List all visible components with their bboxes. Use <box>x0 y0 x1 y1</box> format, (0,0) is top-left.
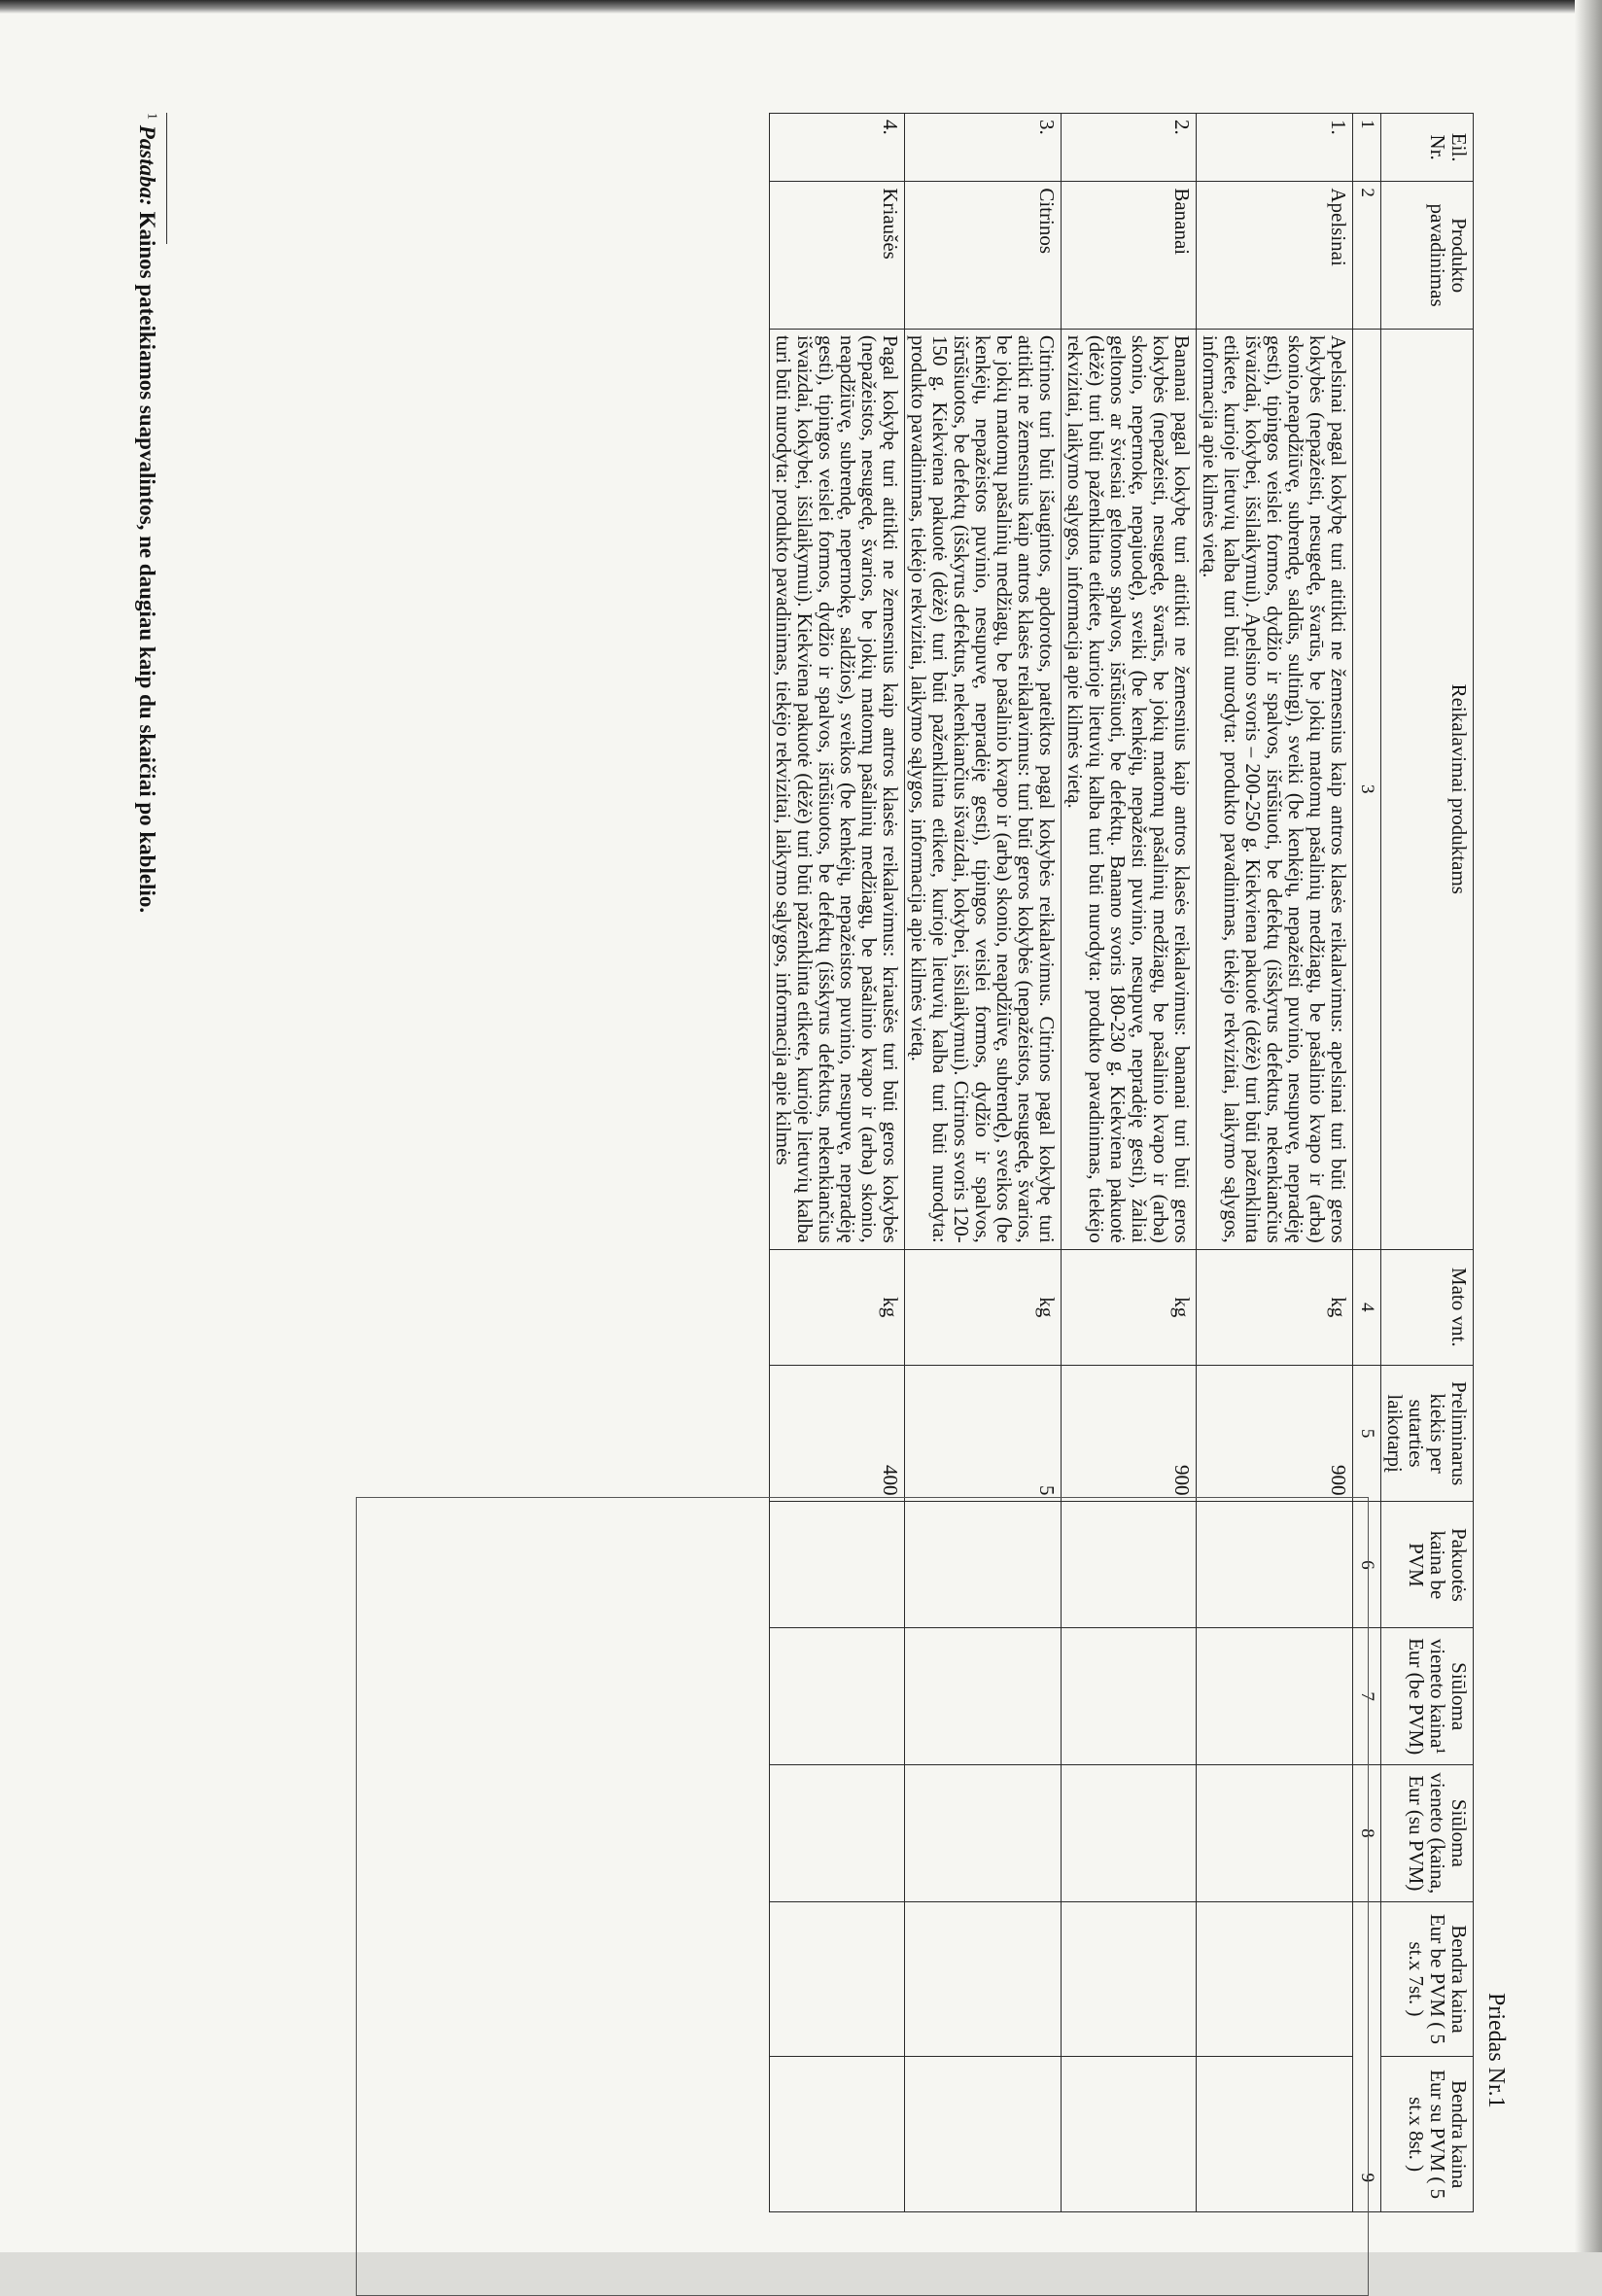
row-requirements: Pagal kokybę turi atitikti ne žemesnius kaip antros klasės reikalavimus: kriaušės turi būti geros kokybės (nepažeistos, nesugedę, švarios, be jokių matomų pašalinių medžiagų, be pašalinio kvapo ir (arba) skonio, neapdžiūvę, subrendę, nepernokę, saldžios), sveikos (be kenkėjų, nepažeistos puvinio, nesupuvę, nepradėję gesti), tipingos veislei formos, dydžio ir spalvos, išrūšiuotos, be defektų (išskyrus defektus, nekenkiančius išvaizdai, kokybei, išsilaikymui). Kiekviena pakuotė (dėžė) turi būti paženklinta etikete, kurioje lietuvių kalba turi būti nurodyta: produkto pavadinimas, tiekėjo rekvizitai, laikymo sąlygos, informacija apie kilmės <box>770 329 905 1249</box>
row-unit: kg <box>1062 1249 1197 1365</box>
inner-frame <box>356 1497 1369 2296</box>
row-quantity: 900 <box>1062 1365 1197 1502</box>
header-product: Produkto pavadinimas <box>1381 182 1474 330</box>
colnum-6: 6 <box>1353 1502 1381 1628</box>
row-nr: 2. <box>1062 114 1197 182</box>
row-requirements: Citrinos turi būti išaugintos, apdorotos, pateiktos pagal kokybės reikalavimus. Citrinos pagal kokybę turi atitikti ne žemesnius kaip antros klasės reikalavimus: turi būti geros kokybės (nepažeistos, nesugedę, švarios, be jokių matomų pašalinių medžiagų, be pašalinio kvapo ir (arba) skonio, neapdžiūvę, subrendę), sveikos (be kenkėjų, nepažeistos puvinio, nesupuvę, nepradėję gesti), tipingos veislei formos, dydžio ir spalvos, išrūšiuotos, be defektų (išskyrus defektus, nekenkiančius išvaizdai, kokybei, išsilaikymui). Citrinos svoris 120-150 g. Kiekviena pakuotė (dėžė) turi būti paženklinta etikete, kurioje lietuvių kalba turi būti nurodyta: produkto pavadinimas, tiekėjo rekvizitai, laikymo sąlygos, informacija apie kilmės vietą. <box>905 329 1062 1249</box>
header-pack-price: Pakuotės kaina be PVM <box>1381 1502 1474 1628</box>
footnote-separator <box>166 113 167 244</box>
row-product: Apelsinai <box>1197 182 1353 330</box>
header-unit-price-no-vat: Siūloma vieneto kaina¹ Eur (be PVM) <box>1381 1628 1474 1765</box>
header-total-no-vat: Bendra kaina Eur be PVM ( 5 st.x 7st. ) <box>1381 1901 1474 2057</box>
row-quantity: 5 <box>905 1365 1062 1502</box>
row-requirements: Bananai pagal kokybę turi atitikti ne žemesnius kaip antros klasės reikalavimus: bananai turi būti geros kokybės (nepažeisti, nesugedę, švarūs, be jokių matomų pašalinių medžiagų, be pašalinio kvapo ir (arba) skonio, nepernokę, nepajuodę), sveiki (be kenkėjų, nepažeisti puvinio, nesupuvę, nepradėję gesti), žaliai geltonos ar šviesiai geltonos spalvos, išrūšiuoti, be defektų. Banano svoris 180-230 g. Kiekviena pakuotė (dėžė) turi būti paženklinta etikete, kurioje lietuvių kalba turi būti nurodyta: produkto pavadinimas, tiekėjo rekvizitai, laikymo sąlygos, informacija apie kilmės vietą. <box>1062 329 1197 1249</box>
row-product: Bananai <box>1062 182 1197 330</box>
row-nr: 3. <box>905 114 1062 182</box>
colnum-4: 4 <box>1353 1249 1381 1365</box>
colnum-9: 9 <box>1353 1901 1381 2211</box>
annex-title: Priedas Nr.1 <box>1483 1993 1509 2108</box>
row-unit: kg <box>770 1249 905 1365</box>
colnum-3: 3 <box>1353 329 1381 1249</box>
row-nr: 4. <box>770 114 905 182</box>
colnum-5: 5 <box>1353 1365 1381 1502</box>
colnum-7: 7 <box>1353 1628 1381 1765</box>
header-row <box>1381 114 1474 2212</box>
row-unit: kg <box>905 1249 1062 1365</box>
header-requirements: Reikalavimai produktams <box>1381 329 1474 1249</box>
colnum-2: 2 <box>1353 182 1381 330</box>
header-unit: Mato vnt. <box>1381 1249 1474 1365</box>
header-total-vat: Bendra kaina Eur su PVM ( 5 st.x 8st. ) <box>1381 2057 1474 2212</box>
row-quantity: 900 <box>1197 1365 1353 1502</box>
footnote-mark: 1 <box>144 113 159 120</box>
row-product: Kriaušės <box>770 182 905 330</box>
row-requirements: Apelsinai pagal kokybę turi atitikti ne žemesnius kaip antros klasės reikalavimus: apelsinai turi būti geros kokybės (nepažeisti, nesugedę, švarūs, be jokių matomų pašalinių medžiagų, be pašalinio kvapo ir (arba) skonio,neapdžiūvę, subrendę, saldūs, sultingi), sveiki (be kenkėjų, nepažeisti puvinio, nesupuvę, nepradėję gesti), tipingos veislei formos, dydžio ir spalvos, išrūšiuoti, be defektų (išskyrus defektus, nekenkiančius išvaizdai, kokybei, išsilaikymui). Apelsino svoris – 200-250 g. Kiekviena pakuotė (dėžė) turi būti paženklinta etikete, kurioje lietuvių kalba turi būti nurodyta: produkto pavadinimas, tiekėjo rekvizitai, laikymo sąlygos, informacija apie kilmės vietą. <box>1197 329 1353 1249</box>
footnote-label: Pastaba: <box>135 124 159 206</box>
footnote <box>134 113 159 913</box>
row-quantity: 400 <box>770 1365 905 1502</box>
colnum-8: 8 <box>1353 1764 1381 1901</box>
header-unit-price-vat: Siūloma vieneto (kaina, Eur (su PVM) <box>1381 1764 1474 1901</box>
header-quantity: Preliminarus kiekis per sutarties laikotarpį <box>1381 1365 1474 1502</box>
footnote-text: Kainos pateikiamos suapvalintos, ne daugiau kaip du skaičiai po kablelio. <box>135 211 159 914</box>
row-nr: 1. <box>1197 114 1353 182</box>
row-product: Citrinos <box>905 182 1062 330</box>
row-unit: kg <box>1197 1249 1353 1365</box>
header-nr: Eil. Nr. <box>1381 114 1474 182</box>
colnum-1: 1 <box>1353 114 1381 182</box>
